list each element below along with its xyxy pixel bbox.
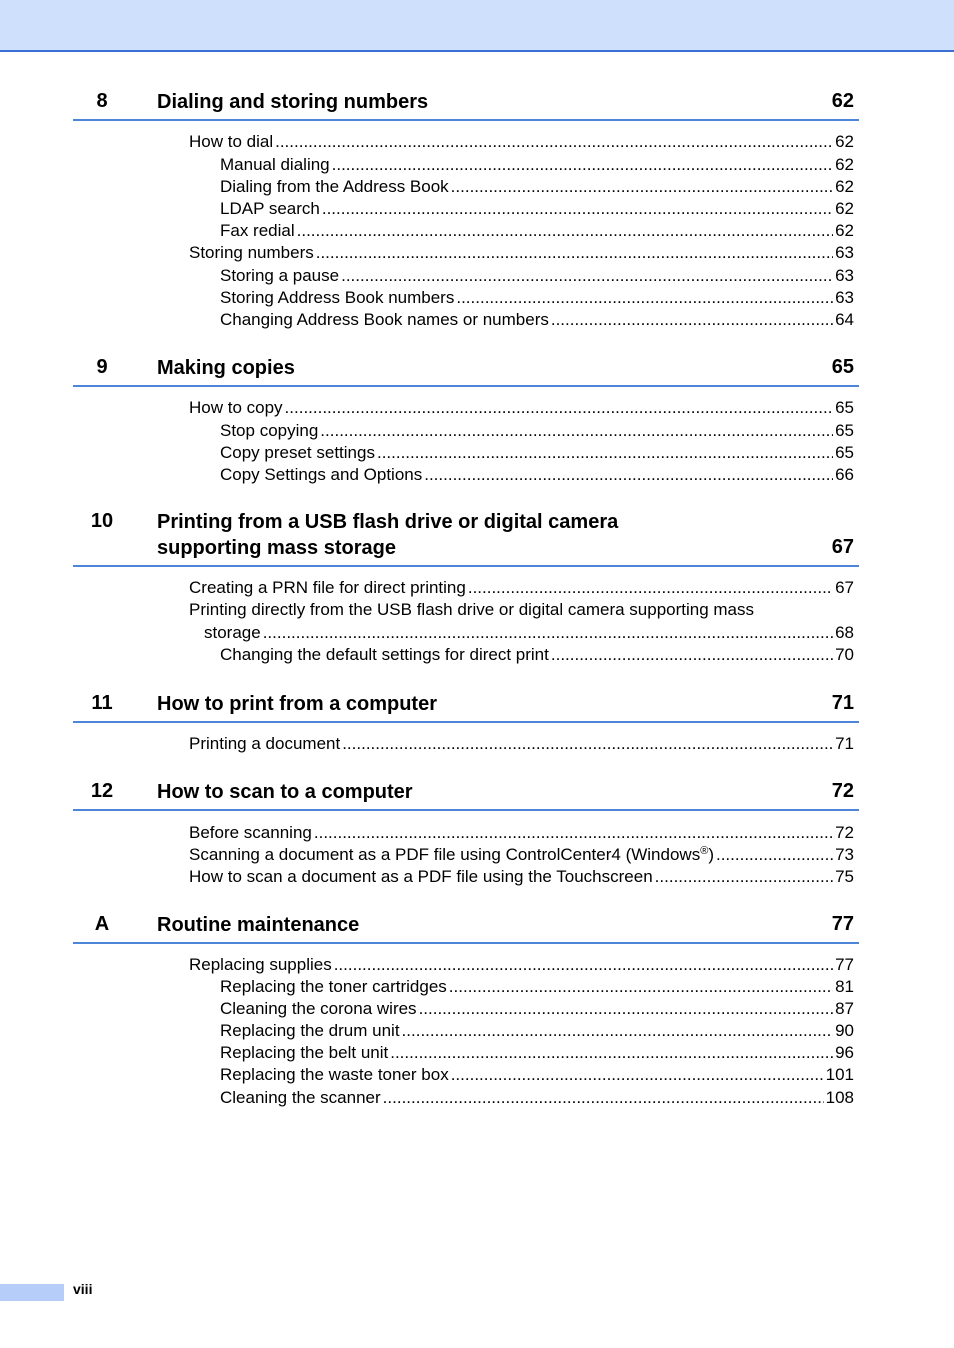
chapter-title-line-2: supporting mass storage — [157, 537, 396, 559]
toc-entry[interactable]: Fax redial ..... 62 — [220, 220, 854, 242]
chapter-page: 62 — [831, 90, 854, 112]
toc-entry-text[interactable]: Printing directly from the USB flash drive or digital camera supporting mass — [189, 600, 755, 619]
chapter-a — [73, 911, 859, 1107]
toc-entry[interactable]: Dialing from the Address Book ..... 62 — [220, 176, 854, 198]
toc-entry[interactable]: Creating a PRN file for direct printing ..... 67 — [189, 577, 854, 599]
toc-entry[interactable]: Cleaning the corona wires ..... 87 — [220, 998, 854, 1020]
chapter-title: Routine maintenance — [157, 914, 360, 936]
chapter-11 — [73, 690, 859, 753]
toc-entry[interactable]: Storing a pause ..... 63 — [220, 265, 854, 287]
chapter-number: A — [94, 913, 110, 935]
toc-entry[interactable]: How to dial ..... 62 — [189, 131, 854, 153]
toc-entry[interactable]: storage ..... 68 — [204, 622, 854, 644]
chapter-number: 12 — [90, 780, 114, 802]
toc-entry[interactable]: Printing a document ..... 71 — [189, 733, 854, 755]
toc-entry[interactable]: How to scan a document as a PDF file using the Touchscreen ..... 75 — [189, 866, 854, 888]
toc-entry[interactable]: Replacing the belt unit ..... 96 — [220, 1042, 854, 1064]
toc-entry[interactable]: Before scanning ..... 72 — [189, 822, 854, 844]
chapter-page: 71 — [831, 692, 854, 714]
toc-entry[interactable]: Copy Settings and Options ..... 66 — [220, 464, 854, 486]
chapter-title: Making copies — [157, 357, 295, 379]
toc-entry[interactable]: Storing Address Book numbers ..... 63 — [220, 287, 854, 309]
chapter-10 — [73, 508, 859, 664]
page-number: viii — [73, 1281, 93, 1297]
chapter-page: 72 — [831, 780, 854, 802]
header-bar — [0, 0, 954, 52]
toc-entry[interactable]: Replacing the waste toner box ..... 101 — [220, 1064, 854, 1086]
chapter-number: 9 — [96, 356, 108, 378]
toc-entry[interactable]: LDAP search ..... 62 — [220, 198, 854, 220]
chapter-number: 10 — [90, 510, 114, 532]
chapter-number: 8 — [96, 90, 108, 112]
chapter-page: 77 — [831, 913, 854, 935]
toc-entry[interactable]: How to copy ..... 65 — [189, 397, 854, 419]
toc-entry[interactable]: Replacing supplies ..... 77 — [189, 954, 854, 976]
toc-entry[interactable]: Storing numbers ..... 63 — [189, 242, 854, 264]
toc-entry[interactable]: Changing Address Book names or numbers ..... 64 — [220, 309, 854, 331]
chapter-8 — [73, 88, 859, 329]
chapter-heading[interactable] — [73, 911, 859, 944]
chapter-page: 67 — [831, 536, 854, 558]
toc-entry[interactable]: Replacing the toner cartridges ..... 81 — [220, 976, 854, 998]
toc-entry[interactable]: Stop copying ..... 65 — [220, 420, 854, 442]
toc-entry[interactable]: Copy preset settings ..... 65 — [220, 442, 854, 464]
toc-entry[interactable]: Manual dialing ..... 62 — [220, 154, 854, 176]
chapter-title: How to scan to a computer — [157, 781, 413, 803]
chapter-number: 11 — [91, 692, 113, 714]
toc-entry[interactable]: Cleaning the scanner ..... 108 — [220, 1087, 854, 1109]
footer-bar — [0, 1284, 64, 1301]
chapter-heading[interactable] — [73, 690, 859, 723]
chapter-12 — [73, 779, 859, 886]
chapter-9 — [73, 354, 859, 484]
chapter-heading[interactable] — [73, 779, 859, 811]
chapter-heading[interactable] — [73, 508, 859, 567]
toc-entry[interactable]: Scanning a document as a PDF file using ControlCenter4 (Windows®) ..... 73 — [189, 844, 854, 866]
toc-entry[interactable]: Replacing the drum unit ..... 90 — [220, 1020, 854, 1042]
chapter-heading[interactable] — [73, 88, 859, 121]
chapter-heading[interactable] — [73, 354, 859, 387]
chapter-title: Dialing and storing numbers — [157, 91, 429, 113]
chapter-page: 65 — [831, 356, 854, 378]
chapter-title-line-1: Printing from a USB flash drive or digital camera — [157, 511, 619, 533]
toc-entry[interactable]: Changing the default settings for direct print ..... 70 — [220, 644, 854, 666]
chapter-title: How to print from a computer — [157, 693, 437, 715]
